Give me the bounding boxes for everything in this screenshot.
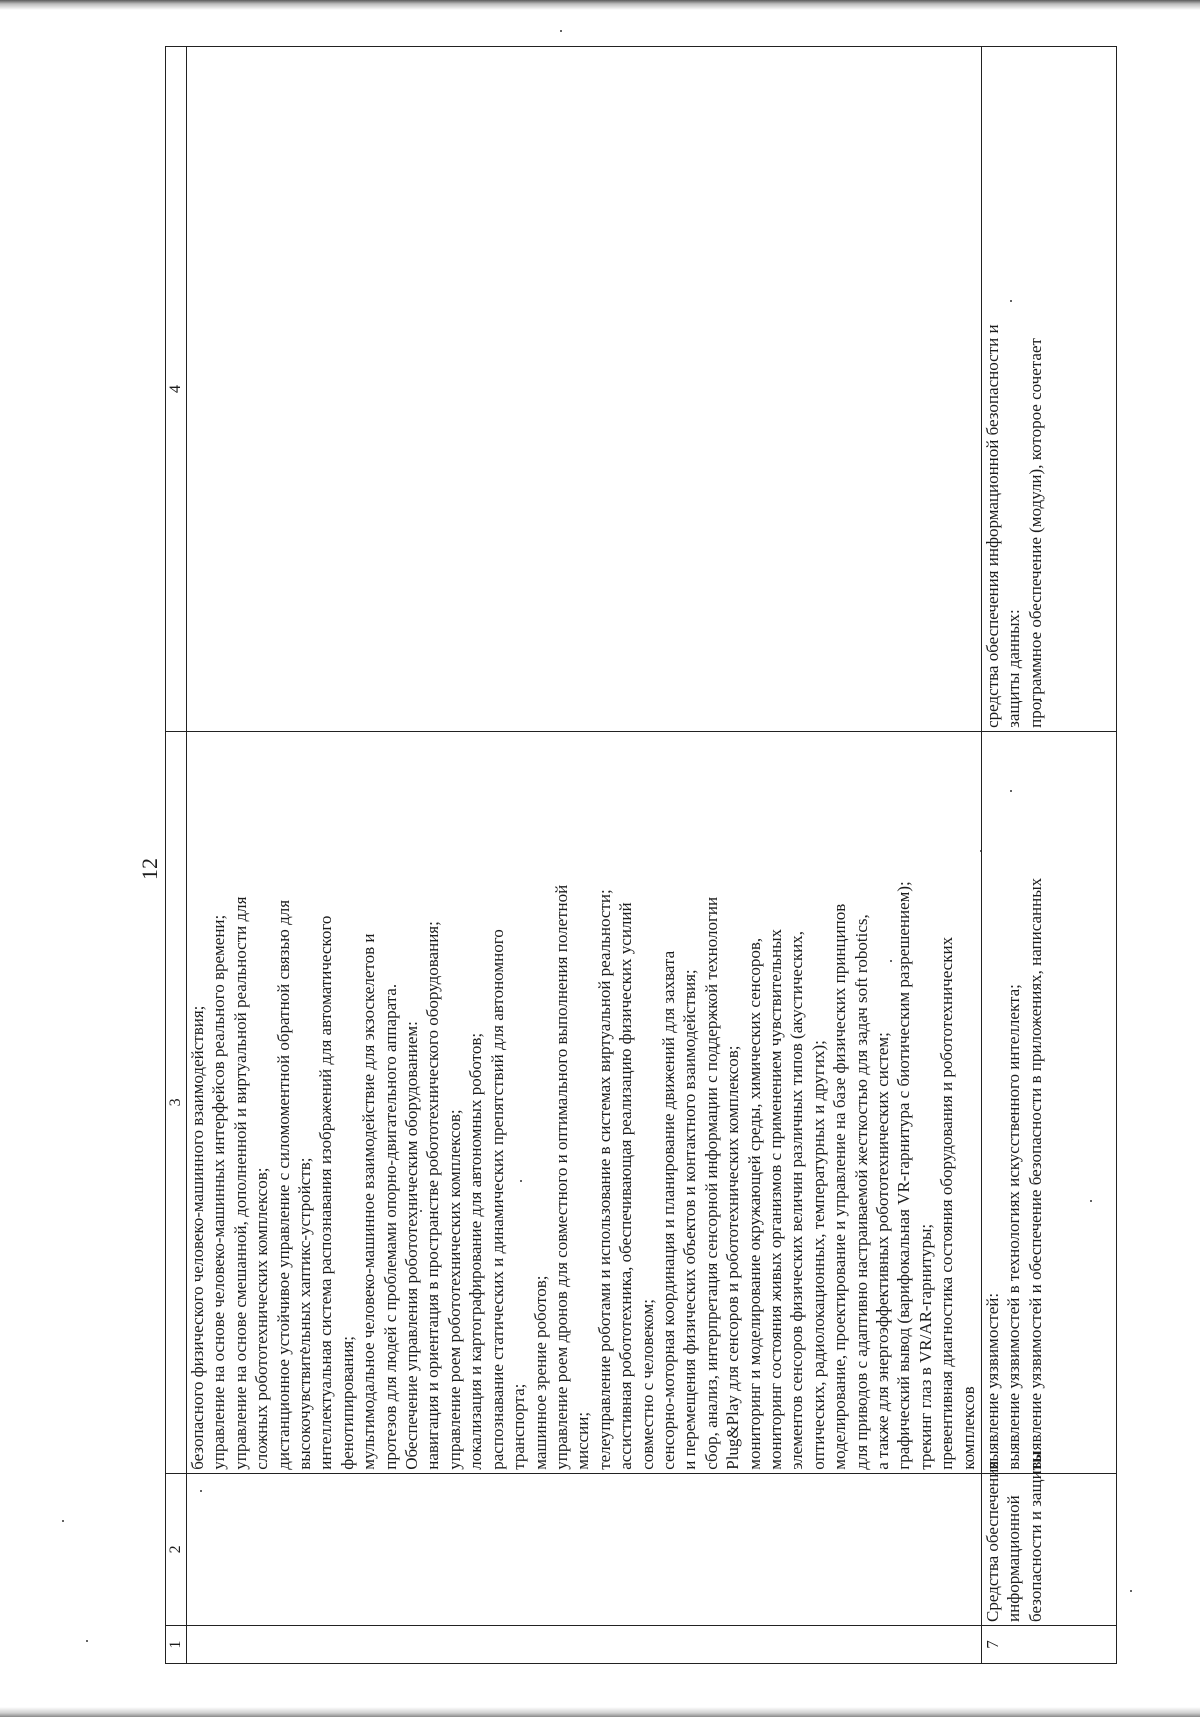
text-line: трекинг глаз в VR/AR-гарнитуры; bbox=[915, 1223, 935, 1470]
rotated-document-page bbox=[130, 10, 1130, 1690]
text-line: интеллектуальная система распознавания изображений для автоматического bbox=[316, 915, 336, 1470]
text-line: программное обеспечение (модули), которое сочетает bbox=[1025, 338, 1045, 728]
cell-technologies bbox=[982, 731, 1117, 1473]
text-line: машинное зрение роботов; bbox=[530, 1275, 550, 1470]
text-line: превентивная диагностика состояния оборудования и робототехнических bbox=[937, 936, 957, 1470]
header-col-4: 4 bbox=[166, 47, 187, 732]
table-header-row bbox=[166, 47, 187, 1664]
text-line: для приводов с адаптивно настраиваемой жесткостью для задач soft robotics, bbox=[851, 914, 871, 1470]
text-line: управление на основе смешанной, дополненной и виртуальной реальности для bbox=[230, 896, 250, 1470]
cell-products-empty bbox=[187, 47, 982, 732]
cell-number-empty bbox=[187, 1625, 982, 1663]
text-line: телеуправление роботами и использование в системах виртуальной реальности; bbox=[594, 889, 614, 1470]
requirements-table bbox=[165, 46, 1117, 1664]
header-col-1: 1 bbox=[166, 1625, 187, 1663]
text-line: ассистивная робототехника, обеспечивающая реализацию физических усилий bbox=[616, 902, 636, 1470]
text-line: Средства обеспечения bbox=[983, 1460, 1002, 1622]
text-line: выявление уязвимостей и обеспечение безопасности в приложениях, написанных bbox=[1025, 877, 1045, 1470]
text-line: выявление уязвимостей в технологиях искусственного интеллекта; bbox=[1004, 984, 1024, 1470]
cell-row-name bbox=[982, 1451, 1117, 1625]
table-row-continuation bbox=[187, 47, 982, 1664]
text-line: информационной bbox=[1004, 1495, 1024, 1622]
cell-name-empty bbox=[187, 1473, 982, 1625]
text-line: распознавание статических и динамических препятствий для автономного bbox=[487, 929, 507, 1470]
cell-technologies bbox=[187, 731, 982, 1473]
text-line: сбор, анализ, интерпретация сенсорной информации с поддержкой технологии bbox=[701, 896, 721, 1470]
text-line: защиты данных: bbox=[1004, 609, 1024, 728]
cell-products bbox=[982, 47, 1117, 732]
header-col-3: 3 bbox=[166, 731, 187, 1473]
text-line: транспорта; bbox=[509, 1383, 529, 1470]
scan-edge-bottom bbox=[0, 1707, 1200, 1717]
text-line: дистанционное устойчивое управление с силомоментной обратной связью для bbox=[273, 899, 293, 1470]
text-line: Обеспечение управления робототехническим оборудованием: bbox=[402, 1021, 422, 1470]
text-line: управление роем робототехнических комплексов; bbox=[444, 1109, 464, 1470]
scan-edge-top bbox=[0, 0, 1200, 10]
text-line: управление роем дронов для совместного и оптимального выполнения полетной bbox=[551, 884, 571, 1470]
header-col-2: 2 bbox=[166, 1473, 187, 1625]
text-line: фенотипирования; bbox=[337, 1336, 357, 1470]
text-line: совместно с человеком; bbox=[637, 1299, 657, 1470]
text-line: элементов сенсоров физических величин различных типов (акустических, bbox=[787, 930, 807, 1470]
scan-speck bbox=[62, 1520, 64, 1522]
text-line: протезов для людей с проблемами опорно-двигательного аппарата. bbox=[380, 983, 400, 1470]
text-line: Plug&Play для сенсоров и робототехнических комплексов; bbox=[723, 1045, 743, 1470]
text-line: комплексов bbox=[958, 1386, 978, 1470]
text-line: безопасности и защиты bbox=[1025, 1451, 1045, 1622]
text-line: оптических, радиолокационных, температурных и других); bbox=[808, 1040, 828, 1470]
table-row-7 bbox=[982, 47, 1117, 1664]
text-line: навигация и ориентация в пространстве робототехнического оборудования; bbox=[423, 921, 443, 1470]
text-line: мониторинг и моделирование окружающей среды, химических сенсоров, bbox=[744, 937, 764, 1470]
text-line: графический вывод (варифокальная VR-гарнитура с биотическим разрешением); bbox=[894, 881, 914, 1470]
text-line: мультимодальное человеко-машинное взаимодействие для экзоскелетов и bbox=[359, 933, 379, 1470]
text-line: моделирование, проектирование и управление на базе физических принципов bbox=[830, 903, 850, 1470]
scan-speck bbox=[86, 1640, 88, 1642]
text-line: сложных робототехнических комплексов; bbox=[252, 1167, 272, 1470]
text-line: средства обеспечения информационной безопасности и bbox=[983, 324, 1002, 728]
text-line: а также для энергоэффективных робототехнических систем; bbox=[873, 1032, 892, 1470]
text-line: сенсорно-моторная координация и планирование движений для захвата bbox=[658, 950, 678, 1470]
text-line: миссии; bbox=[573, 1411, 593, 1470]
text-line: управление на основе человеко-машинных интерфейсов реального времени; bbox=[209, 914, 229, 1470]
text-line: мониторинг состояния живых организмов с применением чувствительных bbox=[765, 928, 785, 1470]
text-line: локализация и картографирование для автономных роботов; bbox=[466, 1032, 486, 1470]
text-line: и перемещения физических объектов и контактного взаимодействия; bbox=[680, 969, 700, 1470]
text-line: безопасного физического человеко-машинного взаимодействия; bbox=[188, 1005, 207, 1470]
text-line: высокочувствительных хаптикс-устройств; bbox=[295, 1157, 315, 1470]
text-line: выявление уязвимостей: bbox=[983, 1292, 1002, 1470]
cell-row-number: 7 bbox=[982, 1625, 1117, 1663]
page-number: 12 bbox=[137, 858, 162, 880]
scan-speck bbox=[1130, 1590, 1132, 1592]
